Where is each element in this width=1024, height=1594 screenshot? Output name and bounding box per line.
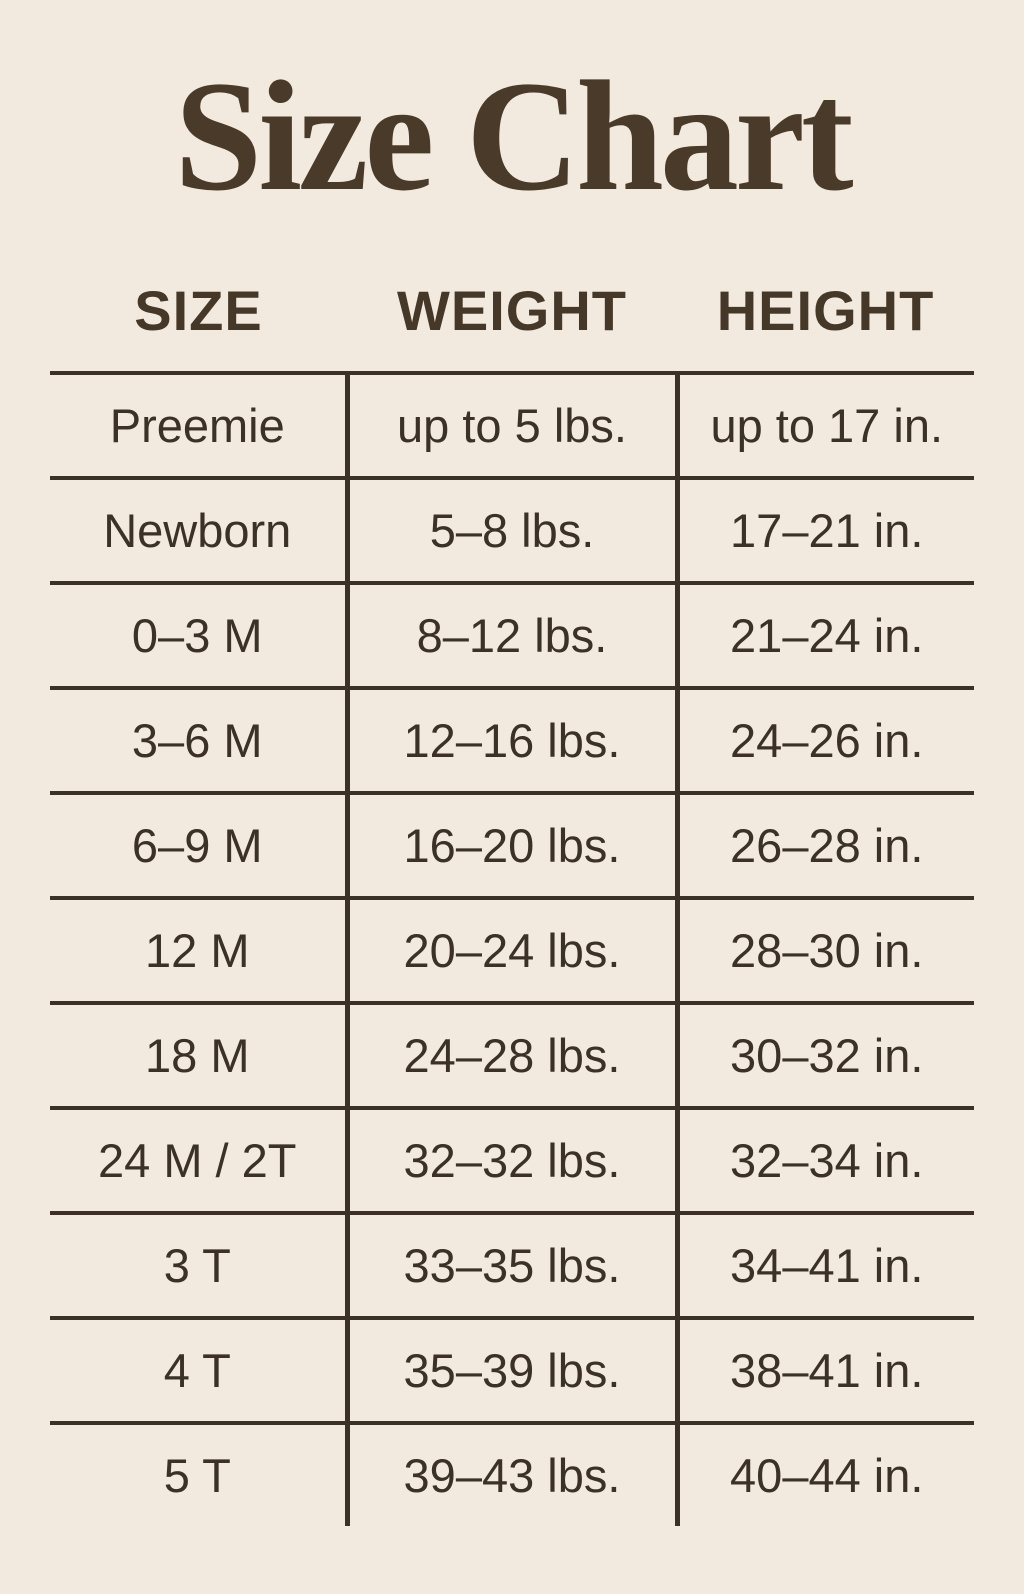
size-cell: Preemie <box>50 373 347 478</box>
table-row <box>50 478 974 583</box>
height-cell: 24–26 in. <box>677 688 974 793</box>
weight-cell: 12–16 lbs. <box>347 688 677 793</box>
height-cell: 28–30 in. <box>677 898 974 1003</box>
weight-cell: up to 5 lbs. <box>347 373 677 478</box>
height-cell: 32–34 in. <box>677 1108 974 1213</box>
table-row <box>50 373 974 478</box>
weight-cell: 20–24 lbs. <box>347 898 677 1003</box>
height-cell: 26–28 in. <box>677 793 974 898</box>
table-row <box>50 793 974 898</box>
size-cell: 12 M <box>50 898 347 1003</box>
size-cell: 24 M / 2T <box>50 1108 347 1213</box>
size-cell: 18 M <box>50 1003 347 1108</box>
height-cell: 40–44 in. <box>730 1449 924 1502</box>
height-cell: 21–24 in. <box>677 583 974 688</box>
size-cell: 0–3 M <box>50 583 347 688</box>
header-row <box>50 278 974 373</box>
table-body <box>50 373 974 1526</box>
table-row <box>50 1423 974 1526</box>
weight-cell: 8–12 lbs. <box>347 583 677 688</box>
column-header-height: HEIGHT <box>677 278 974 373</box>
weight-cell: 16–20 lbs. <box>347 793 677 898</box>
weight-cell: 39–43 lbs. <box>347 1423 677 1526</box>
size-cell: 3 T <box>50 1213 347 1318</box>
height-cell: 17–21 in. <box>677 478 974 583</box>
height-cell: 34–41 in. <box>677 1213 974 1318</box>
size-chart-table <box>50 278 974 1526</box>
weight-cell: 32–32 lbs. <box>347 1108 677 1213</box>
height-cell: up to 17 in. <box>677 373 974 478</box>
weight-cell: 35–39 lbs. <box>347 1318 677 1423</box>
table-row <box>50 1213 974 1318</box>
size-cell: Newborn <box>50 478 347 583</box>
table-row <box>50 1318 974 1423</box>
size-cell: 4 T <box>50 1318 347 1423</box>
size-cell: 6–9 M <box>50 793 347 898</box>
column-header-weight: WEIGHT <box>347 278 677 373</box>
size-cell: 3–6 M <box>50 688 347 793</box>
height-cell: 38–41 in. <box>677 1318 974 1423</box>
table-row <box>50 898 974 1003</box>
table-row <box>50 1003 974 1108</box>
weight-cell: 24–28 lbs. <box>347 1003 677 1108</box>
weight-cell: 33–35 lbs. <box>347 1213 677 1318</box>
page-title: Size Chart <box>174 49 850 224</box>
column-header-size: SIZE <box>50 278 347 373</box>
table-row <box>50 583 974 688</box>
table-row <box>50 1108 974 1213</box>
size-cell: 5 T <box>163 1449 231 1502</box>
weight-cell: 5–8 lbs. <box>347 478 677 583</box>
table-row <box>50 688 974 793</box>
height-cell: 30–32 in. <box>677 1003 974 1108</box>
table-header <box>50 278 974 373</box>
